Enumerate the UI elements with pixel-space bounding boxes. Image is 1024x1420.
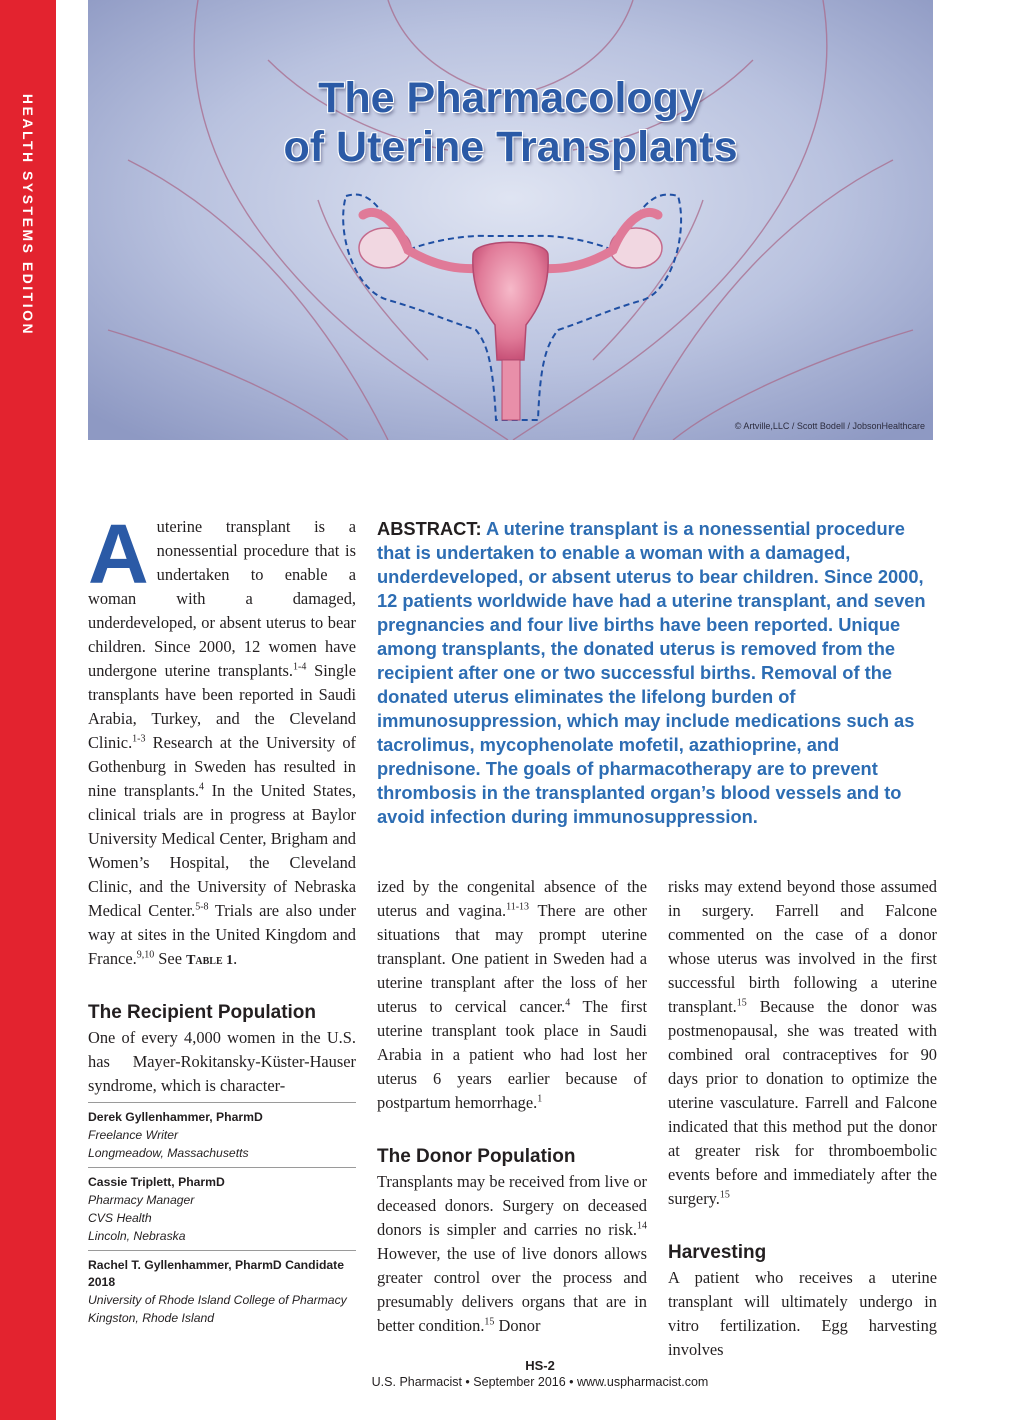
article-title [88, 74, 933, 172]
citation: 1-3 [132, 733, 146, 745]
author-name: Rachel T. Gyllenhammer, PharmD Candidate 2018 [88, 1258, 345, 1289]
intro-text: uterine transplant is a nonessential procedure that is undertaken to enable a woman with a damaged, underdeveloped, or absent uterus to bear children. Since 2000, 12 women have undergone uterine transplants. [88, 517, 356, 680]
donor-text: Transplants may be received from live or deceased donors. Surgery on deceased donors is simpler and carries no risk. [377, 1172, 647, 1239]
citation: 1-4 [293, 661, 307, 673]
citation: 4 [198, 781, 204, 793]
recipient-text: The first uterine transplant took place in Saudi Arabia in a patient who had lost her uterus 6 years earlier because of postpartum hemorrhage. [377, 997, 647, 1112]
citation: 1 [537, 1093, 543, 1105]
intro-text: Single transplants have been reported in Saudi Arabia, Turkey, and the Cleveland Clinic. [88, 661, 356, 752]
citation: 5-8 [195, 901, 209, 913]
citation: 15 [736, 997, 747, 1009]
edition-side-band [0, 0, 56, 1420]
column-3 [668, 875, 937, 1362]
citation: 4 [565, 997, 571, 1009]
author-affiliation: Freelance Writer [88, 1128, 179, 1142]
publication-info: U.S. Pharmacist • September 2016 • www.uspharmacist.com [371, 1375, 709, 1389]
article-title-line-1: The Pharmacology [318, 74, 703, 122]
intro-text: . [233, 949, 238, 968]
abstract [377, 517, 942, 829]
column-2 [377, 875, 647, 1338]
edition-label: HEALTH SYSTEMS EDITION [20, 93, 36, 337]
author-affiliation: University of Rhode Island College of Pharmacy [88, 1293, 347, 1307]
image-credit: © Artville,LLC / Scott Bodell / JobsonHealthcare [734, 421, 925, 431]
donor-paragraph-start [377, 1170, 647, 1338]
donor-text: However, the use of live donors allows greater control over the process and presumably delivers organs that are in better condition. [377, 1244, 647, 1335]
author-affiliation: Lincoln, Nebraska [88, 1229, 186, 1243]
author-affiliation: Longmeadow, Massachusetts [88, 1146, 249, 1160]
citation: 9,10 [136, 949, 155, 961]
citation: 15 [719, 1189, 730, 1201]
abstract-label: ABSTRACT: [377, 518, 482, 539]
page-number: HS-2 [525, 1358, 555, 1373]
heading-recipient-population: The Recipient Population [88, 1002, 317, 1023]
intro-text: See [154, 949, 187, 968]
author-affiliation: Kingston, Rhode Island [88, 1311, 215, 1325]
recipient-text-continued: ized by the congenital absence of the uterus and vagina. [377, 877, 647, 920]
harvesting-paragraph: A patient who receives a uterine transplant will ultimately undergo in vitro fertilization. Egg harvesting involves [668, 1268, 937, 1359]
recipient-paragraph [377, 875, 647, 1115]
uterus-illustration [88, 0, 933, 440]
recipient-paragraph-start: One of every 4,000 women in the U.S. has Mayer-Rokitansky-Küster-Hauser syndrome, which is character- [88, 1028, 356, 1095]
article-title-line-2: of Uterine Transplants [283, 123, 738, 171]
citation: 15 [484, 1316, 495, 1328]
author-name: Derek Gyllenhammer, PharmD [88, 1110, 263, 1124]
citation: 14 [637, 1220, 647, 1232]
recipient-text: There are other situations that may prompt uterine transplant. One patient in Sweden had a uterine transplant after the loss of her uterus to cervical cancer. [377, 901, 647, 1016]
author-block [88, 1167, 356, 1250]
page-footer [56, 1357, 1024, 1391]
intro-text: In the United States, clinical trials are in progress at Baylor University Medical Center, Brigham and Women’s Hospital, the Cleveland Clinic, and the University of Nebraska Medical Center. [88, 781, 356, 920]
drop-cap: A [88, 507, 149, 601]
author-block [88, 1102, 356, 1167]
donor-text: Because the donor was postmenopausal, she was treated with combined oral contraceptives for 90 days prior to donation to optimize the uterine vasculature. Farrell and Falcone indicated that this method put the donor at greater risk for thromboembolic events before and immediately after the surgery. [668, 997, 937, 1208]
abstract-text: A uterine transplant is a nonessential procedure that is undertaken to enable a woman with a damaged, underdeveloped, or absent uterus to bear children. Since 2000, 12 patients worldwide have had a uterine transplant, and seven pregnancies and four live births have been reported. Unique among transplants, the donated uterus is removed from the recipient after one or two successful births. Removal of the donated uterus eliminates the lifelong burden of immunosuppression, which may include medications such as tacrolimus, mycophenolate mofetil, azathioprine, and prednisone. The goals of pharmacotherapy are to prevent thrombosis in the transplanted organ’s blood vessels and to avoid infection during immunosuppression. [377, 518, 926, 827]
donor-paragraph [668, 875, 937, 1211]
author-affiliation: CVS Health [88, 1211, 152, 1225]
intro-text: Research at the University of Gothenburg in Sweden has resulted in nine transplants. [88, 733, 356, 800]
intro-text: Trials are also under way at sites in the United Kingdom and France. [88, 901, 356, 968]
intro-paragraph [88, 507, 356, 973]
author-info [88, 1102, 356, 1332]
author-affiliation: Pharmacy Manager [88, 1193, 195, 1207]
table-reference: Table 1 [186, 953, 234, 968]
heading-harvesting: Harvesting [668, 1242, 767, 1263]
column-1 [88, 507, 356, 1098]
hero-illustration [88, 0, 933, 440]
citation: 11-13 [506, 901, 530, 913]
heading-donor-population: The Donor Population [377, 1146, 576, 1167]
author-block [88, 1250, 356, 1332]
donor-text-continued: risks may extend beyond those assumed in surgery. Farrell and Falcone commented on the case of a donor whose uterus was involved in the first successful birth following a uterine transplant. [668, 877, 937, 1016]
donor-text: Donor [494, 1316, 541, 1335]
author-name: Cassie Triplett, PharmD [88, 1175, 225, 1189]
